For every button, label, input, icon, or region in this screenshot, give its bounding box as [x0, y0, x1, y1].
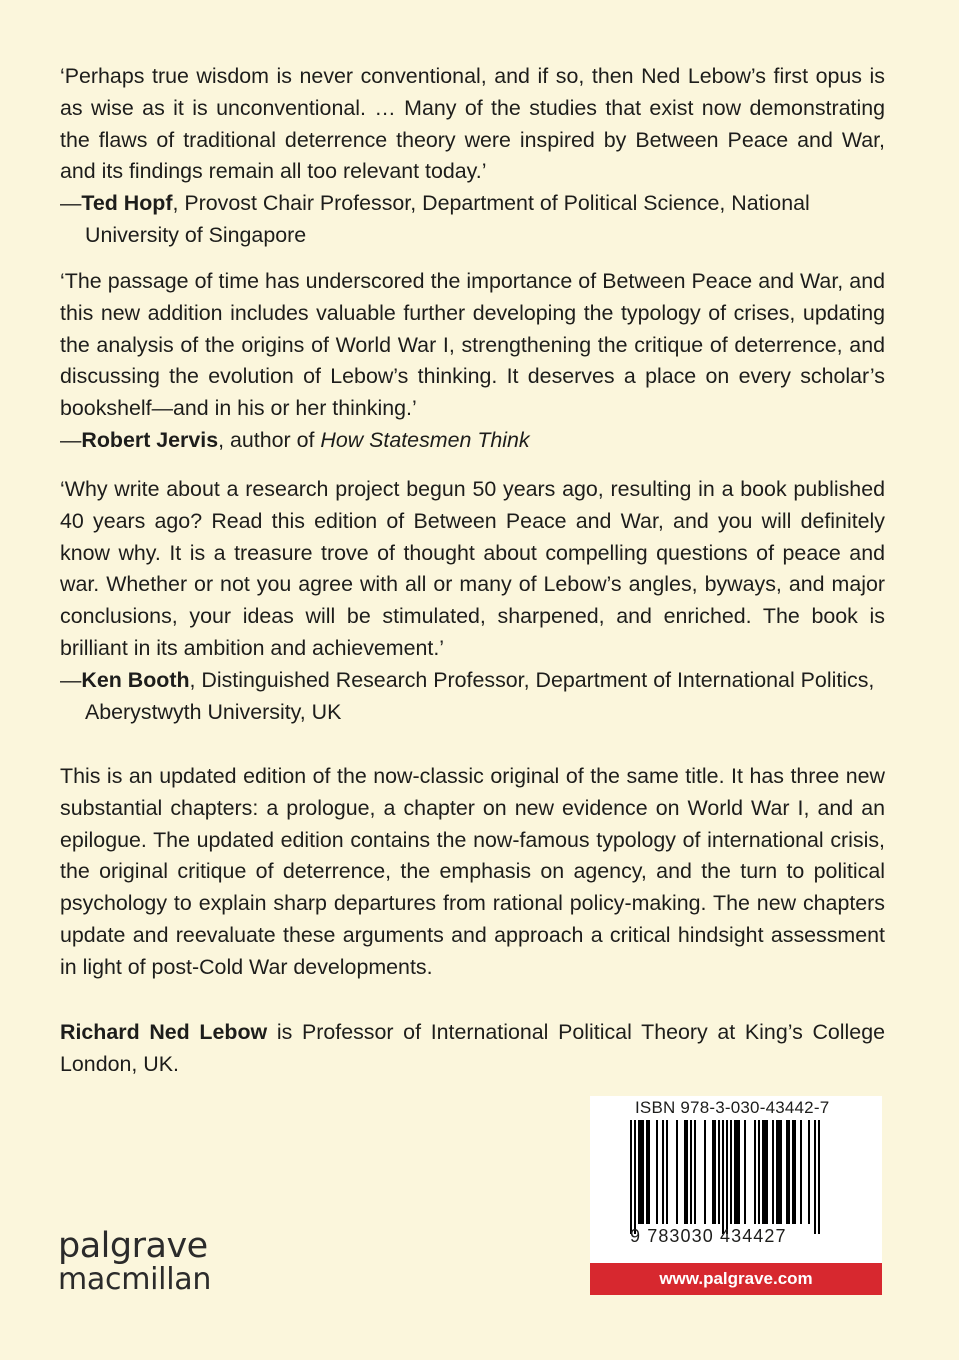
barcode-bar [758, 1120, 760, 1224]
barcode-bar [778, 1120, 780, 1224]
barcode-bar [676, 1120, 678, 1224]
quote-text: ‘Why write about a research project begun 50 years ago, resulting in a book published 40 years ago? Read this edition of Between Peace and War, and you will definitely know why. It is a treasure trove of thought about compelling questions of peace and war. Whether or not you agree with all or many of Lebow’s angles, byways, and major conclusions, your ideas will be stimulated, sharpened, and enriched. The book is brilliant in its ambition and achievement.’ [60, 477, 885, 660]
barcode-bar [730, 1120, 732, 1224]
barcode-bar [646, 1120, 648, 1224]
barcode-bar [648, 1120, 650, 1224]
isbn-barcode-panel [590, 1096, 882, 1295]
barcode-bar [786, 1120, 788, 1224]
endorser-name: Ted Hopf [81, 191, 173, 216]
barcode-bar [630, 1120, 632, 1234]
barcode-bar [662, 1120, 664, 1224]
quote-attribution: —Ken Booth, Distinguished Research Professor, Department of International Politics, Aberystwyth University, UK [60, 667, 875, 724]
barcode-bar [714, 1120, 716, 1224]
description-text: This is an updated edition of the now-classic original of the same title. It has three new substantial chapters: a prologue, a chapter on new evidence on World War I, and an epilogue. The updated edition contains the now-famous typology of international crisis, the original critique of deterrence, the emphasis on agency, and the turn to political psychology to explain sharp departures from rational policy-making. The new chapters update and reevaluate these arguments and approach a critical hindsight assessment in light of post-Cold War developments. [60, 764, 885, 979]
endorsement-quote-3 [60, 474, 885, 728]
barcode-bar [638, 1120, 640, 1224]
barcode-icon [630, 1120, 820, 1236]
endorser-book-title: How Statesmen Think [320, 427, 530, 452]
barcode-bar [776, 1120, 778, 1224]
barcode-bar [718, 1120, 720, 1224]
barcode-bar [686, 1120, 688, 1224]
barcode-bar [704, 1120, 706, 1224]
barcode-bar [734, 1120, 736, 1224]
isbn-label: ISBN 978-3-030-43442-7 [635, 1098, 830, 1117]
barcode-bar [792, 1120, 794, 1224]
barcode-bar [818, 1120, 820, 1234]
logo-line-macmillan: macmillan [58, 1262, 212, 1297]
book-description [60, 761, 885, 984]
barcode-bar [712, 1120, 714, 1224]
barcode-bar [814, 1120, 816, 1234]
barcode-bar [736, 1120, 738, 1224]
endorser-name: Ken Booth [81, 667, 190, 692]
endorser-affiliation: , author of [218, 427, 321, 452]
barcode-bar [788, 1120, 790, 1224]
quote-text: ‘The passage of time has underscored the importance of Between Peace and War, and this new addition includes valuable further developing the typology of crises, updating the analysis of the origins of World War I, strengthening the critique of deterrence, and discussing the evolution of Lebow’s thinking. It deserves a place on every scholar’s bookshelf—and in his or her thinking.’ [60, 269, 885, 421]
barcode-bar [656, 1120, 658, 1224]
barcode-bar [694, 1120, 696, 1224]
publisher-url: www.palgrave.com [590, 1263, 882, 1295]
author-bio-text: is Professor of International Political Theory at King’s College London, UK. [60, 1020, 885, 1076]
barcode-bar [634, 1120, 636, 1234]
palgrave-macmillan-logo [58, 1226, 212, 1297]
logo-line-palgrave: palgrave [58, 1226, 208, 1266]
barcode-bar [780, 1120, 782, 1224]
barcode-bar [666, 1120, 668, 1224]
endorsement-quote-1 [60, 61, 885, 252]
endorser-affiliation: , Distinguished Research Professor, Department of International Politics, Aberystwyth University, UK [85, 667, 875, 724]
author-name: Richard Ned Lebow [60, 1020, 268, 1044]
barcode-bar [762, 1120, 764, 1224]
barcode-bar [684, 1120, 686, 1224]
barcode-bar [722, 1120, 724, 1234]
barcode-bar [640, 1120, 642, 1224]
barcode-bar [642, 1120, 644, 1224]
endorser-name: Robert Jervis [81, 427, 219, 452]
barcode-bar [772, 1120, 774, 1224]
barcode-bar [794, 1120, 796, 1224]
barcode-bar [800, 1120, 802, 1224]
barcode-bar [764, 1120, 766, 1224]
author-bio [60, 1017, 885, 1081]
barcode-bar [808, 1120, 810, 1224]
barcode-bar [738, 1120, 740, 1224]
barcode-bar [766, 1120, 768, 1224]
barcode-bar [744, 1120, 746, 1224]
quote-attribution: —Ted Hopf, Provost Chair Professor, Department of Political Science, National University of Singapore [60, 191, 810, 247]
barcode-bar [726, 1120, 728, 1234]
endorser-affiliation: , Provost Chair Professor, Department of Political Science, National University of Singapore [85, 191, 810, 247]
barcode-bar [754, 1120, 756, 1224]
ean-digits: 9 783030 434427 [630, 1226, 787, 1246]
endorsement-quote-2 [60, 266, 885, 457]
quote-text: ‘Perhaps true wisdom is never conventional, and if so, then Ned Lebow’s first opus is as wise as it is unconventional. … Many of the studies that exist now demonstrating the flaws of traditional deterrence theory were inspired by Between Peace and War, and its findings remain all too relevant today.’ [60, 64, 885, 184]
quote-attribution: —Robert Jervis, author of How Statesmen Think [60, 427, 530, 452]
barcode-bar [690, 1120, 692, 1224]
